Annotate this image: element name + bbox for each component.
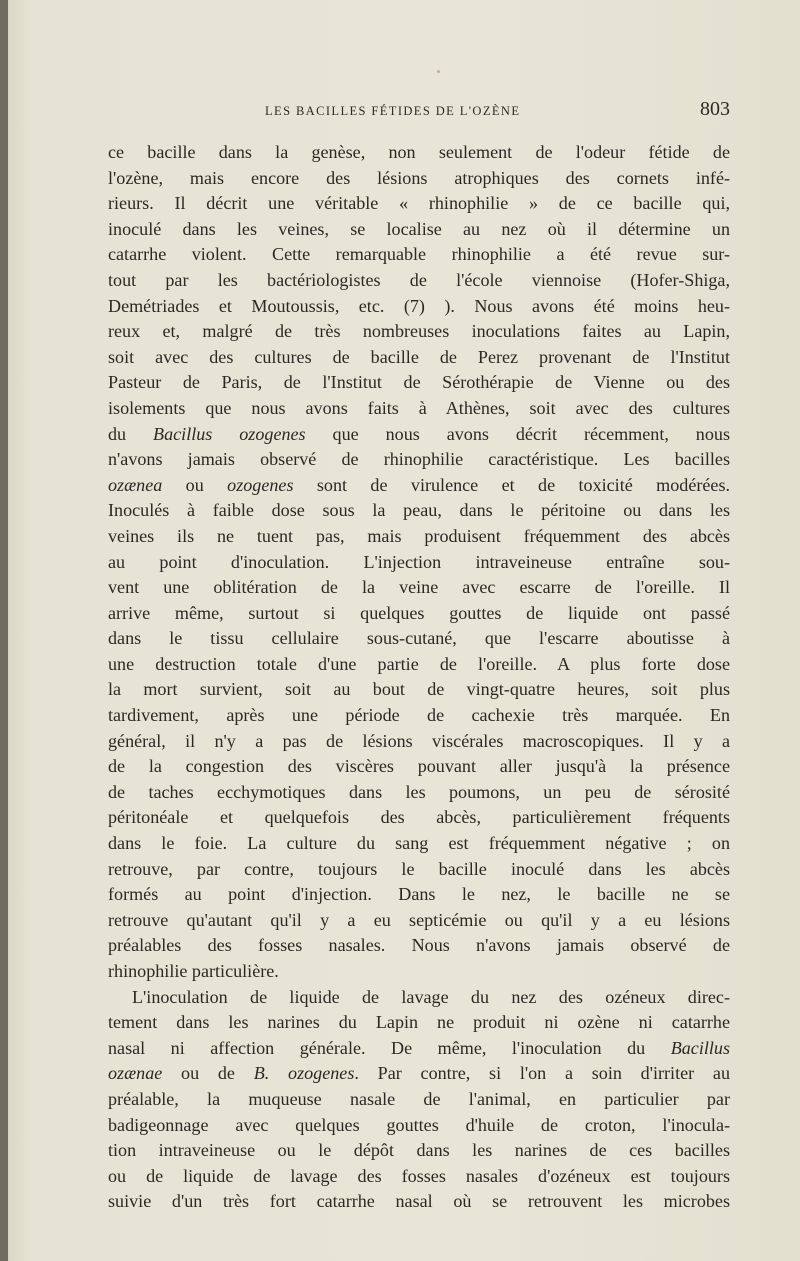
text-line: badigeonnage avec quelques gouttes d'huile de croton, l'inocula-	[108, 1114, 730, 1135]
italic-term: Bacillus ozogenes	[153, 423, 306, 444]
italic-term: ozogenes	[227, 474, 294, 495]
text-line: catarrhe violent. Cette remarquable rhinophilie a été revue sur-	[108, 244, 730, 265]
italic-term: Bacillus	[670, 1037, 730, 1058]
text-line: préalable, la muqueuse nasale de l'animal, en particulier par	[108, 1088, 730, 1109]
text-line: dans le foie. La culture du sang est fréquemment négative ; on	[108, 833, 730, 854]
book-spine-shadow	[0, 0, 8, 1261]
italic-term: B. ozogenes	[253, 1063, 355, 1084]
text-line: nasal ni affection générale. De même, l'inoculation du Bacillus	[108, 1037, 730, 1058]
text-line: rhinophilie particulière.	[108, 961, 279, 981]
text-line: retrouve qu'autant qu'il y a eu septicémie ou qu'il y a eu lésions	[108, 909, 730, 930]
text-line: la mort survient, soit au bout de vingt-quatre heures, soit plus	[108, 679, 730, 700]
text-line: isolements que nous avons faits à Athènes, soit avec des cultures	[108, 397, 730, 418]
text-line: Inoculés à faible dose sous la peau, dans le péritoine ou dans les	[108, 500, 730, 521]
text-line: tout par les bactériologistes de l'école viennoise (Hofer-Shiga,	[108, 269, 730, 290]
paper-speck	[437, 70, 440, 73]
text-line: ozænae ou de B. ozogenes. Par contre, si l'on a soin d'irriter au	[108, 1063, 730, 1084]
text-line: tardivement, après une période de cachexie très marquée. En	[108, 705, 730, 726]
text-line: retrouve, par contre, toujours le bacille inoculé dans les abcès	[108, 858, 730, 879]
text-line: une destruction totale d'une partie de l'oreille. A plus forte dose	[108, 653, 730, 674]
paragraph-start-line: L'inoculation de liquide de lavage du nez des ozéneux direc-	[132, 986, 730, 1007]
text-line: suivie d'un très fort catarrhe nasal où se retrouvent les microbes	[108, 1191, 730, 1212]
text-line: ce bacille dans la genèse, non seulement de l'odeur fétide de	[108, 142, 730, 162]
text-line: ozænea ou ozogenes sont de virulence et de toxicité modérées.	[108, 474, 730, 495]
text-line: inoculé dans les veines, se localise au nez où il détermine un	[108, 218, 730, 239]
text-line: dans le tissu cellulaire sous-cutané, que l'escarre aboutisse à	[108, 628, 730, 649]
text-line: vent une oblitération de la veine avec escarre de l'oreille. Il	[108, 577, 730, 598]
page-header	[0, 98, 800, 128]
running-head: LES BACILLES FÉTIDES DE L'OZÈNE	[265, 104, 521, 118]
text-line: soit avec des cultures de bacille de Perez provenant de l'Institut	[108, 346, 730, 367]
page-number: 803	[700, 98, 730, 120]
text-line: péritonéale et quelquefois des abcès, particulièrement fréquents	[108, 807, 730, 828]
text-line: général, il n'y a pas de lésions viscérales macroscopiques. Il y a	[108, 730, 730, 751]
text-line: arrive même, surtout si quelques gouttes de liquide ont passé	[108, 602, 730, 623]
text-line: préalables des fosses nasales. Nous n'avons jamais observé de	[108, 935, 730, 956]
italic-term: ozænea	[108, 474, 163, 495]
text-line: de taches ecchymotiques dans les poumons, un peu de sérosité	[108, 781, 730, 802]
text-line: de la congestion des viscères pouvant aller jusqu'à la présence	[108, 756, 730, 777]
text-line: n'avons jamais observé de rhinophilie caractéristique. Les bacilles	[108, 449, 730, 470]
text-line: Pasteur de Paris, de l'Institut de Sérothérapie de Vienne ou des	[108, 372, 730, 393]
text-line: du Bacillus ozogenes que nous avons décrit récemment, nous	[108, 423, 730, 444]
italic-term: ozænae	[108, 1063, 163, 1084]
text-line: veines ils ne tuent pas, mais produisent fréquemment des abcès	[108, 525, 730, 546]
body-text	[108, 140, 730, 1215]
text-line: tion intraveineuse ou le dépôt dans les narines de ces bacilles	[108, 1140, 730, 1161]
text-line: rieurs. Il décrit une véritable « rhinophilie » de ce bacille qui,	[108, 193, 730, 214]
text-line: l'ozène, mais encore des lésions atrophiques des cornets infé-	[108, 167, 730, 188]
text-line: reux et, malgré de très nombreuses inoculations faites au Lapin,	[108, 321, 730, 342]
text-line: formés au point d'injection. Dans le nez, le bacille ne se	[108, 884, 730, 905]
text-line: Demétriades et Moutoussis, etc. (7) ). Nous avons été moins heu-	[108, 295, 730, 316]
text-line: tement dans les narines du Lapin ne produit ni ozène ni catarrhe	[108, 1012, 730, 1033]
text-line: au point d'inoculation. L'injection intraveineuse entraîne sou-	[108, 551, 730, 572]
text-line: ou de liquide de lavage des fosses nasales d'ozéneux est toujours	[108, 1165, 730, 1186]
